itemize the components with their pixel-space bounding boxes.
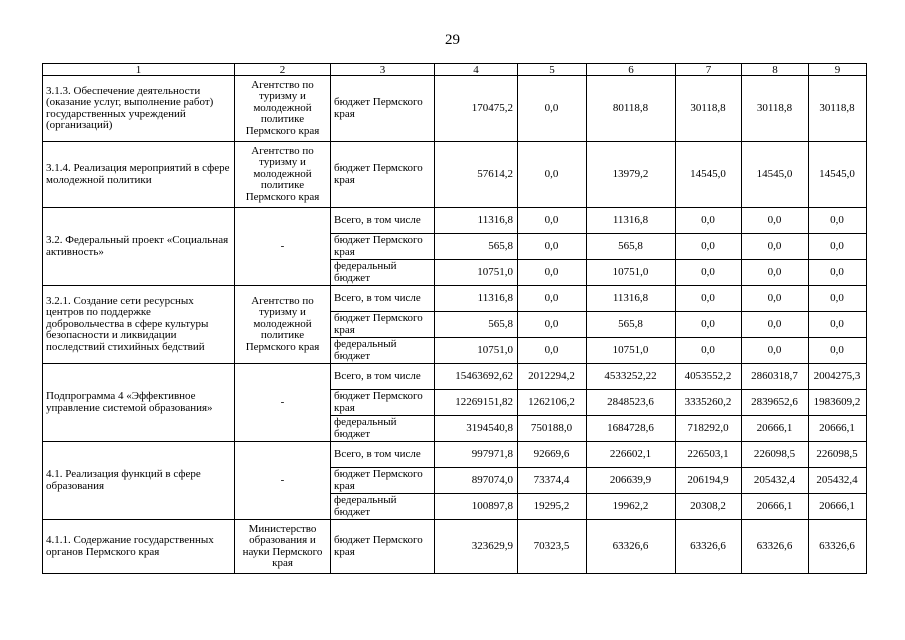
- amount-cell: 0,0: [809, 234, 867, 260]
- table-row: [43, 520, 867, 574]
- amount-cell: 0,0: [809, 338, 867, 364]
- amount-cell: 997971,8: [435, 442, 518, 468]
- responsible-agency: Министерство образования и науки Пермского края: [235, 520, 331, 574]
- column-header: 8: [742, 64, 809, 76]
- funding-source: федеральный бюджет: [331, 494, 435, 520]
- amount-cell: 205432,4: [809, 468, 867, 494]
- amount-cell: 20666,1: [742, 494, 809, 520]
- amount-cell: 0,0: [809, 260, 867, 286]
- item-name: Подпрограмма 4 «Эффективное управление системой образования»: [43, 364, 235, 442]
- amount-cell: 63326,6: [742, 520, 809, 574]
- column-header: 5: [518, 64, 587, 76]
- amount-cell: 0,0: [676, 208, 742, 234]
- amount-cell: 206639,9: [587, 468, 676, 494]
- amount-cell: 2848523,6: [587, 390, 676, 416]
- amount-cell: 718292,0: [676, 416, 742, 442]
- table-row: [43, 76, 867, 142]
- amount-cell: 12269151,82: [435, 390, 518, 416]
- amount-cell: 92669,6: [518, 442, 587, 468]
- amount-cell: 0,0: [518, 142, 587, 208]
- amount-cell: 0,0: [676, 260, 742, 286]
- amount-cell: 20666,1: [809, 494, 867, 520]
- amount-cell: 2004275,3: [809, 364, 867, 390]
- amount-cell: 80118,8: [587, 76, 676, 142]
- amount-cell: 15463692,62: [435, 364, 518, 390]
- table-body: [43, 64, 867, 574]
- amount-cell: 0,0: [518, 208, 587, 234]
- amount-cell: 226098,5: [809, 442, 867, 468]
- amount-cell: 0,0: [518, 234, 587, 260]
- table-row: [43, 442, 867, 468]
- funding-source: бюджет Пермского края: [331, 390, 435, 416]
- amount-cell: 30118,8: [676, 76, 742, 142]
- amount-cell: 10751,0: [587, 260, 676, 286]
- amount-cell: 14545,0: [809, 142, 867, 208]
- responsible-agency: -: [235, 364, 331, 442]
- item-name: 4.1. Реализация функций в сфере образования: [43, 442, 235, 520]
- amount-cell: 10751,0: [435, 260, 518, 286]
- responsible-agency: Агентство по туризму и молодежной политике Пермского края: [235, 142, 331, 208]
- funding-source: бюджет Пермского края: [331, 520, 435, 574]
- funding-source: бюджет Пермского края: [331, 234, 435, 260]
- amount-cell: 0,0: [518, 260, 587, 286]
- funding-source: Всего, в том числе: [331, 208, 435, 234]
- amount-cell: 2839652,6: [742, 390, 809, 416]
- amount-cell: 4053552,2: [676, 364, 742, 390]
- funding-source: федеральный бюджет: [331, 338, 435, 364]
- amount-cell: 57614,2: [435, 142, 518, 208]
- amount-cell: 0,0: [676, 312, 742, 338]
- amount-cell: 100897,8: [435, 494, 518, 520]
- header-row: [43, 64, 867, 76]
- amount-cell: 205432,4: [742, 468, 809, 494]
- amount-cell: 0,0: [809, 312, 867, 338]
- funding-source: Всего, в том числе: [331, 442, 435, 468]
- funding-source: федеральный бюджет: [331, 260, 435, 286]
- column-header: 9: [809, 64, 867, 76]
- amount-cell: 1262106,2: [518, 390, 587, 416]
- amount-cell: 0,0: [742, 312, 809, 338]
- amount-cell: 226503,1: [676, 442, 742, 468]
- amount-cell: 565,8: [435, 234, 518, 260]
- amount-cell: 4533252,22: [587, 364, 676, 390]
- amount-cell: 0,0: [742, 208, 809, 234]
- amount-cell: 19962,2: [587, 494, 676, 520]
- amount-cell: 30118,8: [742, 76, 809, 142]
- amount-cell: 63326,6: [809, 520, 867, 574]
- amount-cell: 323629,9: [435, 520, 518, 574]
- responsible-agency: Агентство по туризму и молодежной политике Пермского края: [235, 286, 331, 364]
- amount-cell: 0,0: [518, 286, 587, 312]
- column-header: 6: [587, 64, 676, 76]
- amount-cell: 0,0: [742, 260, 809, 286]
- amount-cell: 0,0: [809, 208, 867, 234]
- amount-cell: 63326,6: [676, 520, 742, 574]
- funding-source: бюджет Пермского края: [331, 142, 435, 208]
- amount-cell: 0,0: [742, 338, 809, 364]
- budget-table: [42, 63, 867, 574]
- amount-cell: 565,8: [435, 312, 518, 338]
- amount-cell: 3194540,8: [435, 416, 518, 442]
- item-name: 3.2.1. Создание сети ресурсных центров по поддержке добровольчества в сфере культуры безопасности и ликвидации последствий стихийных бедствий: [43, 286, 235, 364]
- amount-cell: 73374,4: [518, 468, 587, 494]
- amount-cell: 11316,8: [587, 286, 676, 312]
- item-name: 3.1.4. Реализация мероприятий в сфере молодежной политики: [43, 142, 235, 208]
- amount-cell: 70323,5: [518, 520, 587, 574]
- item-name: 4.1.1. Содержание государственных органов Пермского края: [43, 520, 235, 574]
- funding-source: бюджет Пермского края: [331, 76, 435, 142]
- amount-cell: 3335260,2: [676, 390, 742, 416]
- responsible-agency: -: [235, 208, 331, 286]
- amount-cell: 10751,0: [435, 338, 518, 364]
- responsible-agency: -: [235, 442, 331, 520]
- amount-cell: 0,0: [518, 312, 587, 338]
- table-row: [43, 208, 867, 234]
- amount-cell: 1983609,2: [809, 390, 867, 416]
- amount-cell: 20308,2: [676, 494, 742, 520]
- funding-source: бюджет Пермского края: [331, 468, 435, 494]
- page-number: 29: [445, 32, 460, 48]
- amount-cell: 206194,9: [676, 468, 742, 494]
- funding-source: бюджет Пермского края: [331, 312, 435, 338]
- column-header: 7: [676, 64, 742, 76]
- amount-cell: 19295,2: [518, 494, 587, 520]
- amount-cell: 11316,8: [435, 286, 518, 312]
- column-header: 1: [43, 64, 235, 76]
- amount-cell: 0,0: [676, 286, 742, 312]
- amount-cell: 14545,0: [742, 142, 809, 208]
- amount-cell: 0,0: [518, 76, 587, 142]
- amount-cell: 0,0: [742, 286, 809, 312]
- column-header: 3: [331, 64, 435, 76]
- amount-cell: 11316,8: [587, 208, 676, 234]
- column-header: 4: [435, 64, 518, 76]
- amount-cell: 30118,8: [809, 76, 867, 142]
- table-row: [43, 364, 867, 390]
- amount-cell: 565,8: [587, 312, 676, 338]
- amount-cell: 565,8: [587, 234, 676, 260]
- amount-cell: 897074,0: [435, 468, 518, 494]
- amount-cell: 13979,2: [587, 142, 676, 208]
- amount-cell: 10751,0: [587, 338, 676, 364]
- amount-cell: 11316,8: [435, 208, 518, 234]
- amount-cell: 2012294,2: [518, 364, 587, 390]
- amount-cell: 0,0: [742, 234, 809, 260]
- responsible-agency: Агентство по туризму и молодежной политике Пермского края: [235, 76, 331, 142]
- funding-source: Всего, в том числе: [331, 286, 435, 312]
- amount-cell: 20666,1: [742, 416, 809, 442]
- amount-cell: 0,0: [676, 234, 742, 260]
- column-header: 2: [235, 64, 331, 76]
- amount-cell: 170475,2: [435, 76, 518, 142]
- funding-source: Всего, в том числе: [331, 364, 435, 390]
- amount-cell: 20666,1: [809, 416, 867, 442]
- amount-cell: 2860318,7: [742, 364, 809, 390]
- amount-cell: 0,0: [676, 338, 742, 364]
- amount-cell: 226602,1: [587, 442, 676, 468]
- amount-cell: 0,0: [518, 338, 587, 364]
- amount-cell: 14545,0: [676, 142, 742, 208]
- table-row: [43, 286, 867, 312]
- amount-cell: 750188,0: [518, 416, 587, 442]
- table-row: [43, 142, 867, 208]
- item-name: 3.1.3. Обеспечение деятельности (оказание услуг, выполнение работ) государственных учреждений (организаций): [43, 76, 235, 142]
- amount-cell: 1684728,6: [587, 416, 676, 442]
- amount-cell: 63326,6: [587, 520, 676, 574]
- item-name: 3.2. Федеральный проект «Социальная активность»: [43, 208, 235, 286]
- amount-cell: 226098,5: [742, 442, 809, 468]
- amount-cell: 0,0: [809, 286, 867, 312]
- funding-source: федеральный бюджет: [331, 416, 435, 442]
